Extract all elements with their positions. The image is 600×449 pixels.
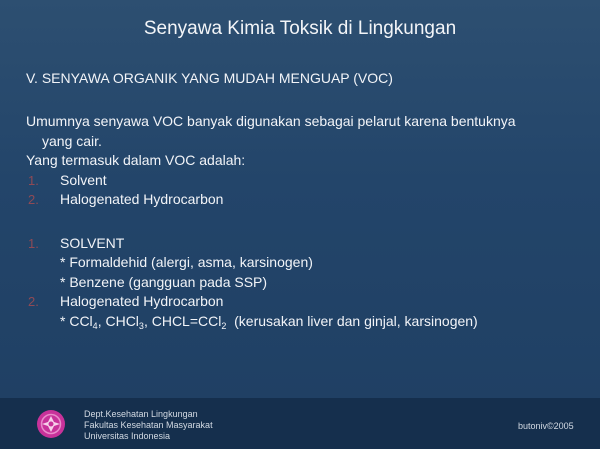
formula-subscript-3: 2 xyxy=(221,320,227,331)
footer-org-line-3: Universitas Indonesia xyxy=(84,431,171,441)
formula-sep-1: , CHCl xyxy=(97,312,139,329)
list-item-label: Halogenated Hydrocarbon xyxy=(60,191,224,207)
formula-subscript-2: 3 xyxy=(138,320,144,331)
subitem-formaldehid: * Formaldehid (alergi, asma, karsinogen) xyxy=(60,254,313,270)
list-b-item-solvent xyxy=(26,234,586,254)
footer-org-line-1: Dept.Kesehatan Lingkungan xyxy=(84,409,198,419)
list-item-label: Solvent xyxy=(60,171,107,188)
footer-credit: butoniv©2005 xyxy=(518,421,574,431)
intro-line-1: Umumnya senyawa VOC banyak digunakan sebagai pelarut karena bentuknya xyxy=(26,113,516,129)
list-item-label: Halogenated Hydrocarbon xyxy=(60,293,224,309)
spacer xyxy=(26,210,586,234)
formula-sep-2: , CHCL=CCl xyxy=(143,312,222,329)
formula-suffix: (kerusakan liver dan ginjal, karsinogen) xyxy=(226,312,478,329)
subitem-benzene: * Benzene (gangguan pada SSP) xyxy=(60,273,268,290)
list-marker: 2. xyxy=(28,294,39,309)
formula-prefix: * CCl xyxy=(60,312,93,329)
footer-organization xyxy=(84,409,213,442)
slide-title: Senyawa Kimia Toksik di Lingkungan xyxy=(143,18,457,39)
formula-line xyxy=(26,312,586,332)
list-item-label: SOLVENT xyxy=(60,234,125,251)
list-a-item-solvent xyxy=(26,171,586,191)
slide-body xyxy=(26,112,586,331)
section-heading: V. SENYAWA ORGANIK YANG MUDAH MENGUAP (VOC) xyxy=(26,70,393,86)
makara-emblem-icon xyxy=(36,409,66,439)
intro-line-2: yang cair. xyxy=(42,132,102,149)
formula-subscript-1: 4 xyxy=(92,320,98,331)
list-marker: 2. xyxy=(28,192,39,207)
list-marker: 1. xyxy=(28,235,39,251)
footer-org-line-2: Fakultas Kesehatan Masyarakat xyxy=(84,420,213,430)
list-marker: 1. xyxy=(28,172,39,188)
includes-line: Yang termasuk dalam VOC adalah: xyxy=(26,152,246,168)
list-b-item-halogenated xyxy=(26,292,586,312)
list-a-item-halogenated xyxy=(26,190,586,210)
